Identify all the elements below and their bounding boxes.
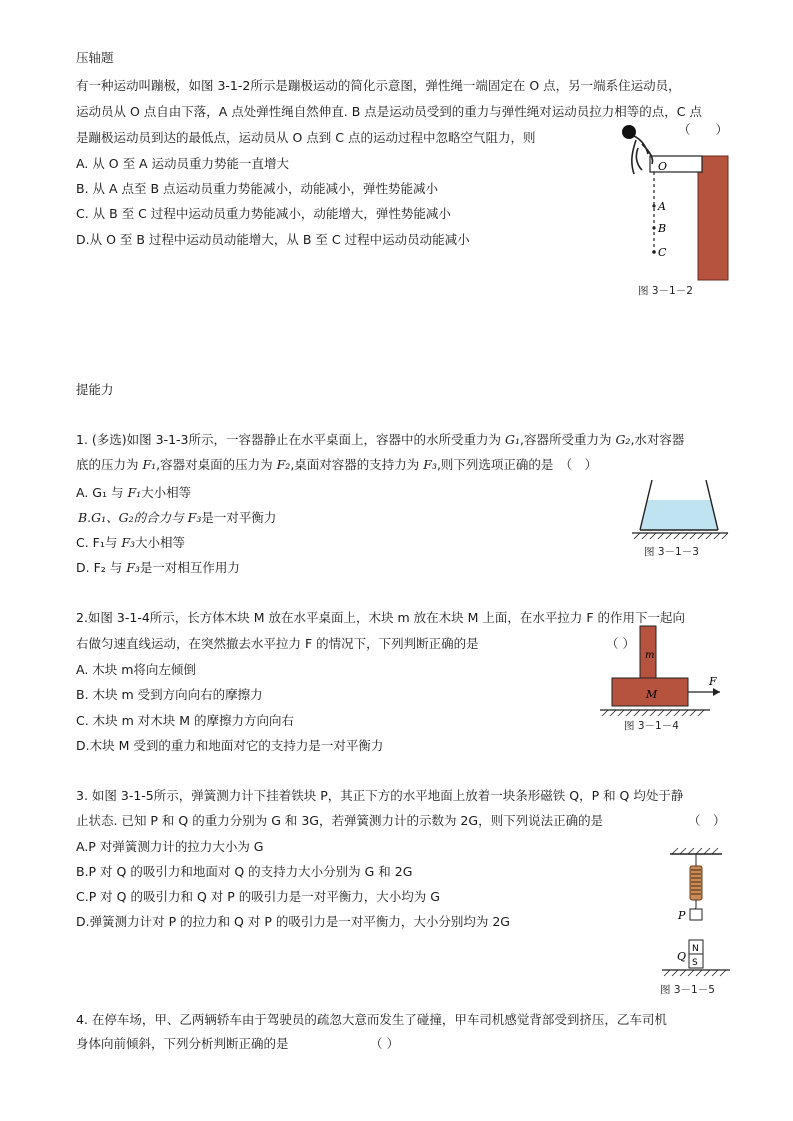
q4-line1: 4. 在停车场，甲、乙两辆轿车由于驾驶员的疏忽大意而发生了碰撞，甲车司机感觉背部受到挤压，乙车司机 (76, 1012, 667, 1027)
symbol-g2: G₂ (615, 432, 631, 447)
q1-option-b: B.G₁、G₂的合力与 F₃是一对平衡力 (78, 510, 277, 525)
q-bungee-line3: 是蹦极运动员到达的最低点，运动员从 O 点到 C 点的运动过程中忽略空气阻力，则 (76, 130, 536, 145)
figure-blocks (596, 622, 732, 720)
water (640, 500, 718, 530)
label-q: Q (677, 950, 687, 963)
q3-option-b: B.P 对 Q 的吸引力和地面对 Q 的支持力大小分别为 G 和 2G (76, 864, 413, 879)
q3-option-d: D.弹簧测力计对 P 的拉力和 Q 对 P 的吸引力是一对平衡力，大小分别均为 2G (76, 914, 510, 929)
q1-option-a: A. G₁ 与 F₁大小相等 (76, 485, 192, 500)
label-force: F (709, 675, 717, 688)
section-title-ability: 提能力 (76, 382, 114, 397)
label-m-small: m (645, 650, 655, 661)
option-d: D.从 O 至 B 过程中运动员动能增大，从 B 至 C 过程中运动员动能减小 (76, 232, 470, 247)
q3-line2: 止状态. 已知 P 和 Q 的重力分别为 G 和 3G，若弹簧测力计的示数为 2G，则下列说法正确的是 (76, 813, 604, 828)
symbol-f3: F₃ (423, 457, 437, 472)
section-title-hard: 压轴题 (76, 50, 114, 65)
platform-wall (698, 156, 728, 280)
answer-bracket: （ ） (370, 1036, 399, 1051)
q1-line1: 1. (多选)如图 3-1-3所示，一容器静止在水平桌面上，容器中的水所受重力为 G₁,容器所受重力为 G₂,水对容器 (76, 432, 685, 447)
symbol-g1: G₁ (504, 432, 520, 447)
q3-option-c: C.P 对 Q 的吸引力和 Q 对 P 的吸引力是一对平衡力，大小均为 G (76, 889, 440, 904)
q2-line2: 右做匀速直线运动，在突然撤去水平拉力 F 的情况下，下列判断正确的是 (76, 636, 479, 651)
figure-spring-magnet (656, 846, 736, 980)
jumper-head (622, 125, 636, 139)
answer-bracket: （ ） (688, 813, 726, 828)
figure-caption: 图 3－1－2 (638, 285, 693, 297)
q2-option-d: D.木块 M 受到的重力和地面对它的支持力是一对平衡力 (76, 738, 384, 753)
label-p: P (678, 909, 686, 922)
label-a: A (658, 200, 666, 213)
label-b: B (658, 222, 667, 235)
figure-container (630, 478, 730, 542)
iron-block-p (690, 909, 702, 920)
q2-option-c: C. 木块 m 对木块 M 的摩擦力方向向右 (76, 713, 295, 728)
symbol-f1: F₁ (142, 457, 157, 472)
q-bungee-line1: 有一种运动叫蹦极，如图 3-1-2所示是蹦极运动的简化示意图，弹性绳一端固定在 O 点，另一端系住运动员， (76, 78, 681, 93)
q3-option-a: A.P 对弹簧测力计的拉力大小为 G (76, 839, 264, 854)
label-n: N (692, 944, 699, 954)
label-o: O (658, 160, 668, 173)
option-b: B. 从 A 点至 B 点运动员重力势能减小，动能减小，弹性势能减小 (76, 181, 439, 196)
figure-caption: 图 3－1－5 (660, 984, 715, 996)
symbol-f2: F₂ (276, 457, 291, 472)
answer-bracket: （ ） (606, 636, 635, 651)
q4-line2: 身体向前倾斜，下列分析判断正确的是 (76, 1036, 289, 1051)
q2-line1: 2.如图 3-1-4所示，长方体木块 M 放在水平桌面上，木块 m 放在木块 M 上面，在水平拉力 F 的作用下一起向 (76, 610, 686, 625)
figure-caption: 图 3－1－3 (644, 546, 699, 558)
label-s: S (692, 958, 698, 968)
label-m-big: M (646, 688, 658, 701)
answer-bracket: （ ） (678, 122, 729, 137)
figure-bungee (612, 118, 732, 288)
label-c: C (658, 246, 667, 259)
spring-scale (690, 866, 702, 900)
q2-option-b: B. 木块 m 受到方向向右的摩擦力 (76, 687, 263, 702)
q-bungee-line2: 运动员从 O 点自由下落，A 点处弹性绳自然伸直. B 点是运动员受到的重力与弹性绳对运动员拉力相等的点，C 点 (76, 104, 703, 119)
q1-option-c: C. F₁与 F₃大小相等 (76, 535, 186, 550)
option-a: A. 从 O 至 A 运动员重力势能一直增大 (76, 156, 290, 171)
q1-line2: 底的压力为 F₁,容器对桌面的压力为 F₂,桌面对容器的支持力为 F₃,则下列选项正确的是 （ ） (76, 457, 598, 472)
figure-caption: 图 3－1－4 (624, 720, 679, 732)
q2-option-a: A. 木块 m将向左倾倒 (76, 662, 196, 677)
q3-line1: 3. 如图 3-1-5所示，弹簧测力计下挂着铁块 P，其正下方的水平地面上放着一块条形磁铁 Q，P 和 Q 均处于静 (76, 788, 684, 803)
q1-option-d: D. F₂ 与 F₃是一对相互作用力 (76, 560, 240, 575)
option-c: C. 从 B 至 C 过程中运动员重力势能减小，动能增大，弹性势能减小 (76, 206, 451, 221)
